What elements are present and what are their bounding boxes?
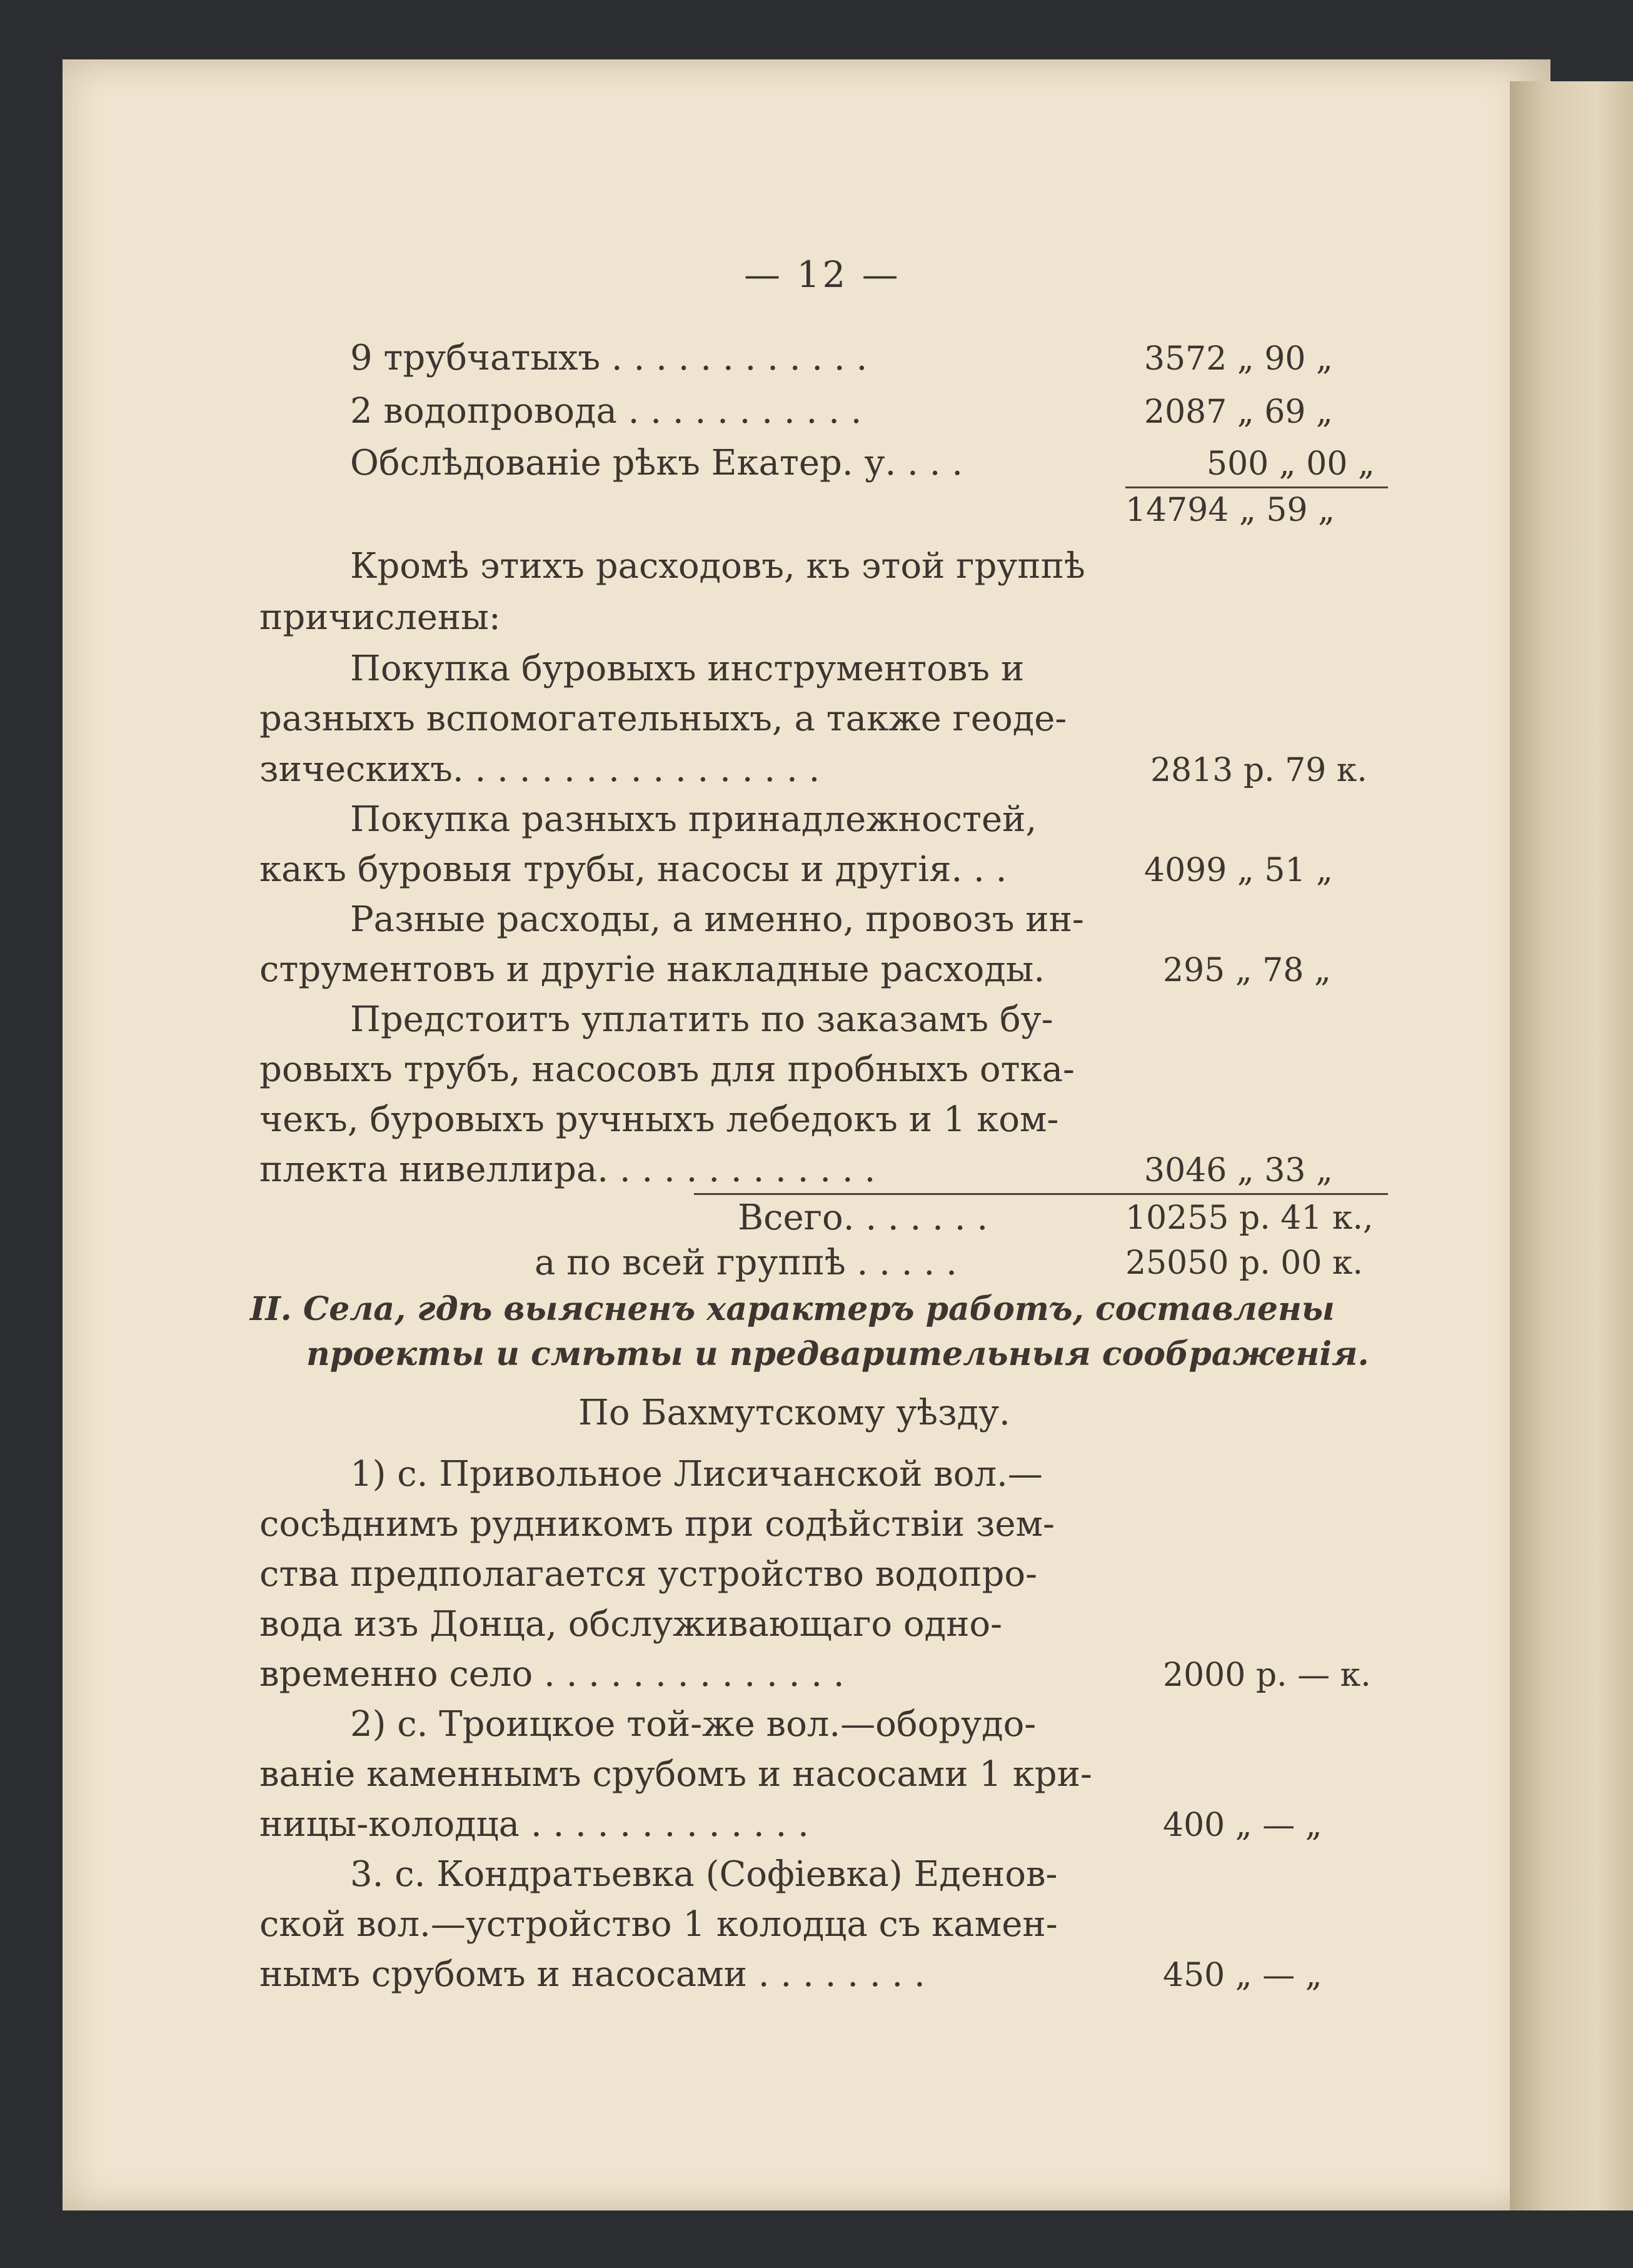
text-line: нымъ срубомъ и насосами . . . . . . . . [259, 1954, 925, 1995]
section-heading: проекты и смѣты и предварительныя соображенія. [306, 1335, 1369, 1373]
amount: 3572 „ 90 „ [1144, 340, 1333, 378]
text-line: ваніе каменнымъ срубомъ и насосами 1 кри- [259, 1754, 1092, 1795]
page-number: — 12 — [744, 253, 901, 296]
text-line: Предстоитъ уплатить по заказамъ бу- [350, 999, 1053, 1040]
text-line: 1) с. Привольное Лисичанской вол.— [350, 1454, 1043, 1494]
amount: 2813 р. 79 к. [1150, 752, 1367, 789]
sum-rule [1125, 486, 1388, 488]
text-line: чекъ, буровыхъ ручныхъ лебедокъ и 1 ком- [259, 1099, 1059, 1140]
amount: 295 „ 78 „ [1163, 952, 1331, 989]
text-line: плекта нивеллира. . . . . . . . . . . . . [259, 1149, 876, 1190]
text-line: ровыхъ трубъ, насосовъ для пробныхъ отка- [259, 1049, 1075, 1090]
text-line: ства предполагается устройство водопро- [259, 1554, 1038, 1595]
text-line: а по всей группѣ . . . . . [535, 1242, 957, 1283]
text-line: 2) с. Троицкое той-же вол.—оборудо- [350, 1704, 1037, 1745]
text-line: струментовъ и другіе накладные расходы. [259, 949, 1045, 990]
text-line: Всего. . . . . . . [738, 1197, 988, 1238]
text-line: Покупка буровыхъ инструментовъ и [350, 648, 1025, 689]
text-line: сосѣднимъ рудникомъ при содѣйствіи зем- [259, 1504, 1055, 1545]
amount: 400 „ — „ [1163, 1807, 1322, 1844]
text-line: временно село . . . . . . . . . . . . . . [259, 1654, 845, 1695]
text-line: Разные расходы, а именно, провозъ ин- [350, 899, 1084, 940]
amount: 450 „ — „ [1163, 1957, 1322, 1994]
text-line: Покупка разныхъ принадлежностей, [350, 799, 1037, 840]
text-line: вода изъ Донца, обслуживающаго одно- [259, 1604, 1003, 1645]
text-line: причислены: [259, 597, 501, 638]
section-heading: II. Села, гдѣ выясненъ характеръ работъ, составлены [250, 1290, 1335, 1328]
text-line: разныхъ вспомогательныхъ, а также геоде- [259, 698, 1067, 739]
text-line: 2 водопровода . . . . . . . . . . . [350, 391, 862, 431]
total: 10255 р. 41 к., [1125, 1199, 1374, 1237]
text-line: Обслѣдованіе рѣкъ Екатер. у. . . . [350, 443, 963, 483]
amount: 3046 „ 33 „ [1144, 1152, 1333, 1189]
amount: 500 „ 00 „ [1207, 445, 1375, 483]
text-line: 3. с. Кондратьевка (Софіевка) Еденов- [350, 1854, 1058, 1895]
text-line: ской вол.—устройство 1 колодца съ камен- [259, 1904, 1058, 1945]
subheading: По Бахмутскому уѣзду. [578, 1393, 1010, 1433]
subtotal: 14794 „ 59 „ [1125, 491, 1335, 529]
sum-rule [694, 1193, 1388, 1195]
book-spine-edge [1510, 81, 1633, 2210]
text-line: ницы-колодца . . . . . . . . . . . . . [259, 1804, 809, 1845]
text-line: зическихъ. . . . . . . . . . . . . . . . . [259, 749, 820, 790]
text-line: какъ буровыя трубы, насосы и другія. . . [259, 849, 1007, 890]
amount: 2087 „ 69 „ [1144, 393, 1333, 431]
text-line: Кромѣ этихъ расходовъ, къ этой группѣ [350, 546, 1085, 587]
grand-total: 25050 р. 00 к. [1125, 1244, 1364, 1282]
text-line: 9 трубчатыхъ . . . . . . . . . . . . [350, 338, 868, 378]
amount: 2000 р. — к. [1163, 1656, 1371, 1694]
amount: 4099 „ 51 „ [1144, 852, 1333, 889]
